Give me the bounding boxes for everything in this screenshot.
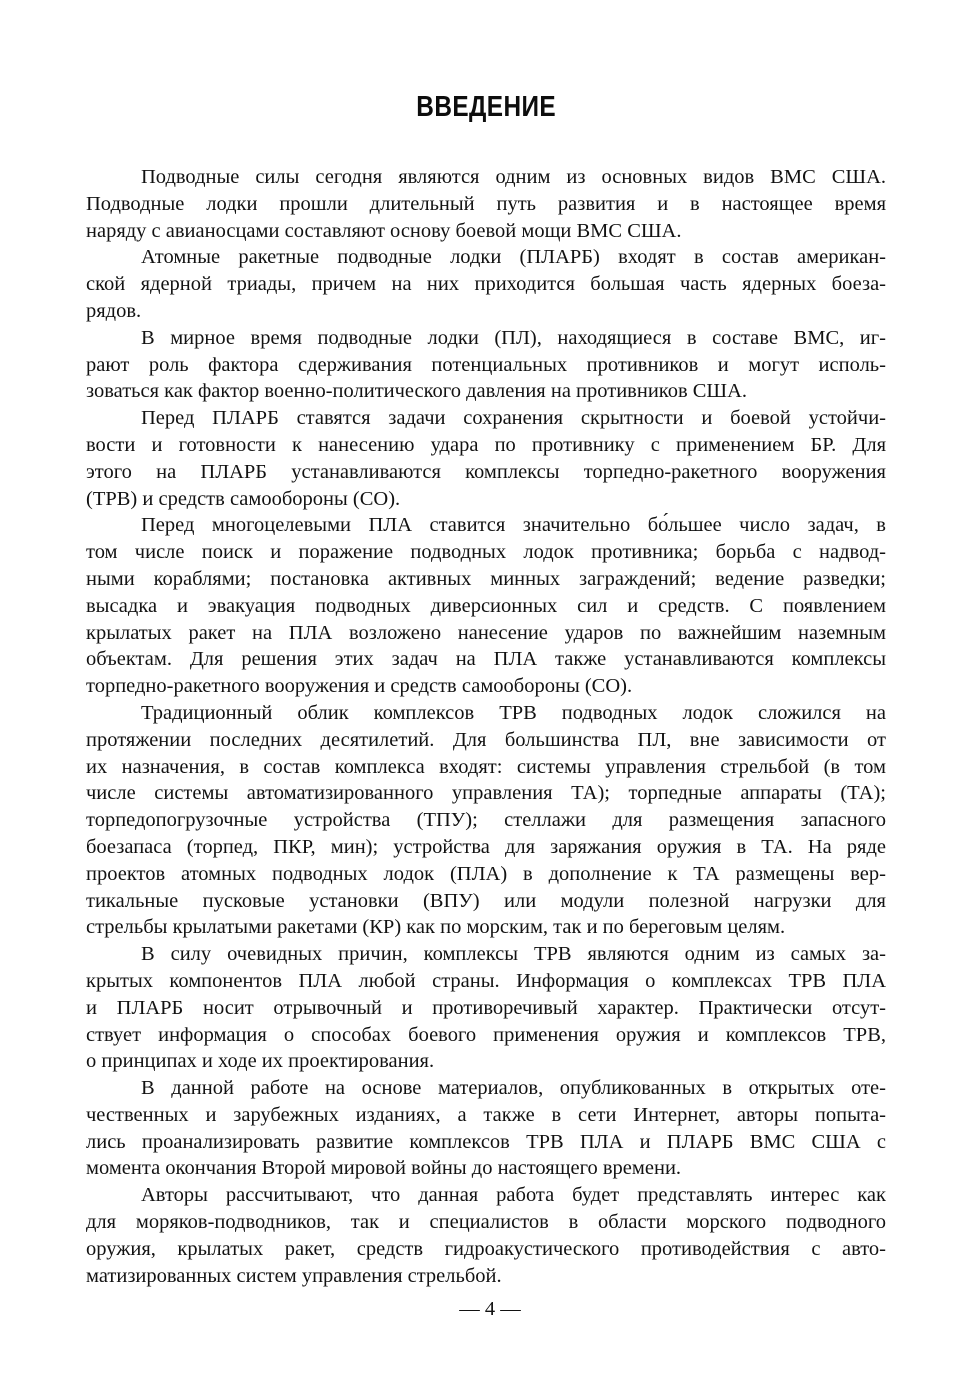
- text-line: ствует информация о способах боевого применения оружия и комплексов ТРВ,: [86, 1023, 886, 1046]
- text-line: чественных и зарубежных изданиях, а также в сети Интернет, авторы попыта-: [86, 1103, 886, 1126]
- text-line: Атомные ракетные подводные лодки (ПЛАРБ) входят в состав американ-: [141, 246, 886, 269]
- paragraph: [86, 1075, 886, 1182]
- page-title: [86, 90, 886, 124]
- text-line: числе системы автоматизированного управления ТА); торпедные аппараты (ТА);: [86, 782, 886, 805]
- text-line: В силу очевидных причин, комплексы ТРВ являются одним из самых за-: [141, 943, 886, 966]
- page-number: — 4 —: [459, 1298, 521, 1320]
- text-line: вости и готовности к нанесению удара по противнику с применением БР. Для: [86, 433, 886, 456]
- text-line: Традиционный облик комплексов ТРВ подводных лодок сложился на: [141, 701, 886, 724]
- paragraph: [86, 941, 886, 1075]
- body-text: [86, 164, 886, 1289]
- text-line: боезапаса (торпед, ПКР, мин); устройства для заряжания оружия в ТА. На ряде: [86, 835, 886, 858]
- text-line: этого на ПЛАРБ устанавливаются комплексы торпедно-ракетного вооружения: [86, 460, 886, 483]
- text-line: о принципах и ходе их проектирования.: [86, 1050, 435, 1073]
- text-line: торпедопогрузочные устройства (ТПУ); стеллажи для размещения запасного: [86, 809, 886, 832]
- text-line: ской ядерной триады, причем на них приходится большая часть ядерных боеза-: [86, 273, 886, 296]
- text-line: оружия, крылатых ракет, средств гидроакустического противодействия с авто-: [86, 1237, 886, 1260]
- paragraph: [86, 164, 886, 244]
- page-title-text: ВВЕДЕНИЕ: [416, 91, 556, 123]
- paragraph: [86, 325, 886, 405]
- paragraph: [86, 1182, 886, 1289]
- text-line: высадка и эвакуация подводных диверсионных сил и средств. С появлением: [86, 594, 886, 617]
- text-line: протяжении последних десятилетий. Для большинства ПЛ, вне зависимости от: [86, 728, 886, 751]
- text-line: зоваться как фактор военно-политического давления на противников США.: [86, 380, 748, 403]
- text-line: тикальные пусковые установки (ВПУ) или модули полезной нагрузки для: [86, 889, 886, 912]
- paragraph: [86, 512, 886, 700]
- text-line: Авторы рассчитывают, что данная работа будет представлять интерес как: [141, 1184, 886, 1207]
- paragraph: [86, 700, 886, 941]
- text-line: В данной работе на основе материалов, опубликованных в открытых оте-: [141, 1077, 886, 1100]
- text-line: и ПЛАРБ носит отрывочный и противоречивый характер. Практически отсут-: [86, 996, 886, 1019]
- text-line: торпедно-ракетного вооружения и средств самообороны (СО).: [86, 675, 633, 698]
- text-line: Подводные лодки прошли длительный путь развития и в настоящее время: [86, 192, 886, 215]
- text-line: рают роль фактора сдерживания потенциальных противников и могут исполь-: [86, 353, 886, 376]
- text-line: стрельбы крылатыми ракетами (КР) как по морским, так и по береговым целям.: [86, 916, 786, 939]
- text-line: для моряков-подводников, так и специалистов в области морского подводного: [86, 1211, 886, 1234]
- text-line: крытых компонентов ПЛА любой страны. Информация о комплексах ТРВ ПЛА: [86, 969, 886, 992]
- text-line: момента окончания Второй мировой войны до настоящего времени.: [86, 1157, 682, 1180]
- text-line: лись проанализировать развитие комплексов ТРВ ПЛА и ПЛАРБ ВМС США с: [86, 1130, 886, 1153]
- text-line: наряду с авианосцами составляют основу боевой мощи ВМС США.: [86, 219, 682, 242]
- text-line: Перед многоцелевыми ПЛА ставится значительно бо́льшее число задач, в: [141, 514, 886, 537]
- text-line: их назначения, в состав комплекса входят: системы управления стрельбой (в том: [86, 755, 886, 778]
- text-line: крылатых ракет на ПЛА возложено нанесение ударов по важнейшим наземным: [86, 621, 886, 644]
- text-line: Подводные силы сегодня являются одним из основных видов ВМС США.: [141, 166, 886, 188]
- text-line: В мирное время подводные лодки (ПЛ), находящиеся в составе ВМС, иг-: [141, 326, 886, 349]
- text-line: рядов.: [86, 299, 142, 322]
- text-line: (ТРВ) и средств самообороны (СО).: [86, 487, 401, 510]
- text-line: матизированных систем управления стрельбой.: [86, 1264, 502, 1287]
- paragraph: [86, 244, 886, 324]
- text-line: проектов атомных подводных лодок (ПЛА) в дополнение к ТА размещены вер-: [86, 862, 886, 885]
- text-line: том числе поиск и поражение подводных лодок противника; борьба с надвод-: [86, 541, 886, 564]
- text-line: ными кораблями; постановка активных минных заграждений; ведение разведки;: [86, 567, 886, 590]
- paragraph: [86, 405, 886, 512]
- text-line: объектам. Для решения этих задач на ПЛА также устанавливаются комплексы: [86, 648, 886, 671]
- text-line: Перед ПЛАРБ ставятся задачи сохранения скрытности и боевой устойчи-: [141, 407, 886, 430]
